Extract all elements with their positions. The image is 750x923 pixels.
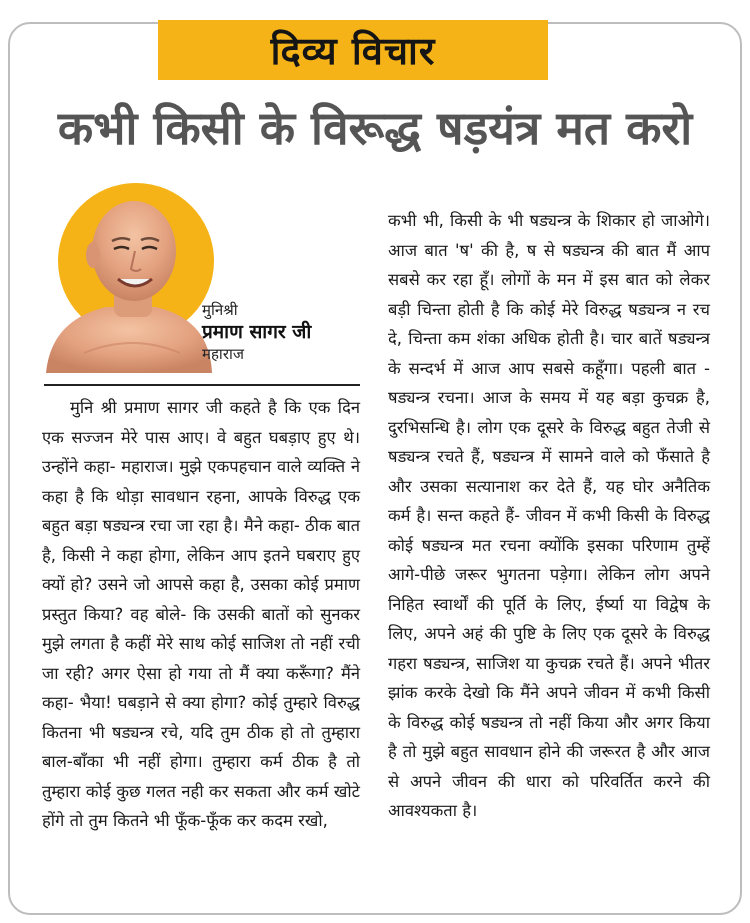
article-left-column (42, 393, 360, 836)
section-banner (158, 20, 548, 80)
author-portrait (44, 183, 214, 373)
author-byline (202, 300, 311, 364)
headline: कभी किसी के विरूद्ध षड़यंत्र मत करो (57, 101, 693, 155)
author-suffix: महाराज (202, 345, 244, 363)
section-label: दिव्य विचार (270, 29, 436, 73)
author-prefix: मुनिश्री (202, 301, 238, 319)
article-paragraph: मुनि श्री प्रमाण सागर जी कहते है कि एक दिन एक सज्जन मेरे पास आए। वे बहुत घबड़ाए हुए थे। उन्होंने कहा- महाराज। मुझे एकपहचान वाले व्यक्ति ने कहा है कि थोड़ा सावधान रहना, आपके विरुद्ध एक बहुत बड़ा षड्यन्त्र रचा जा रहा है। मैने कहा- ठीक बात है, किसी ने कहा होगा, लेकिन आप इतने घबराए हुए क्यों हो? उसने जो आपसे कहा है, उसका कोई प्रमाण प्रस्तुत किया? वह बोले- कि उसकी बातों को सुनकर मुझे लगता है कहीं मेरे साथ कोई साजिश तो नहीं रची जा रही? अगर ऐसा हो गया तो मैं क्या करूँगा? मैंने कहा- भैया! घबड़ाने से क्या होगा? कोई तुम्हारे विरुद्ध कितना भी षड्यन्त्र रचे, यदि तुम ठीक हो तो तुम्हारा बाल-बाँका भी नहीं होगा। तुम्हारा कर्म ठीक है तो तुम्हारा कोई कुछ गलत नही कर सकता और कर्म खोटे होंगे तो तुम कितने भी फूँक-फूँक कर कदम रखो, (42, 398, 360, 830)
column-divider-rule (44, 384, 360, 386)
monk-portrait-image (44, 183, 214, 373)
author-name: प्रमाण सागर जी (202, 321, 312, 343)
article-paragraph: कभी भी, किसी के भी षड्यन्त्र के शिकार हो जाओगे। आज बात 'ष' की है, ष से षड्यन्त्र की बात मैं आप सबसे कर रहा हूँ। लोगों के मन में इस बात को लेकर बड़ी चिन्ता होती है कि कोई मेरे विरुद्ध षड्यन्त्र न रच दे, चिन्ता कम शंका अधिक होती है। चार बातें षड्यन्त्र के सन्दर्भ में आज आप सबसे कहूँगा। पहली बात - षड्यन्त्र रचना। आज के समय में यह बड़ा कुचक्र है, दुरभिसन्धि है। लोग एक दूसरे के विरुद्ध बहुत तेजी से षड्यन्त्र रचते हैं, षड्यन्त्र में सामने वाले को फँसाते है और उसका सत्यानाश कर देते हैं, यह घोर अनैतिक कर्म है। सन्त कहते हैं- जीवन में कभी किसी के विरुद्ध कोई षड्यन्त्र मत रचना क्योंकि इसका परिणाम तुम्हें आगे-पीछे जरूर भुगतना पड़ेगा। लेकिन लोग अपने निहित स्वार्थों की पूर्ति के लिए, ईर्ष्या या विद्वेष के लिए, अपने अहं की पुष्टि के लिए एक दूसरे के विरुद्ध गहरा षड्यन्त्र, साजिश या कुचक्र रचते हैं। अपने भीतर झांक करके देखो कि मैंने अपने जीवन में कभी किसी के विरुद्ध कोई षड्यन्त्र तो नहीं किया और अगर किया है तो मुझे बहुत सावधान होने की जरूरत है और आज से अपने जीवन की धारा को परिवर्तित करने की आवश्यकता है। (388, 211, 710, 820)
article-right-column (388, 206, 710, 826)
